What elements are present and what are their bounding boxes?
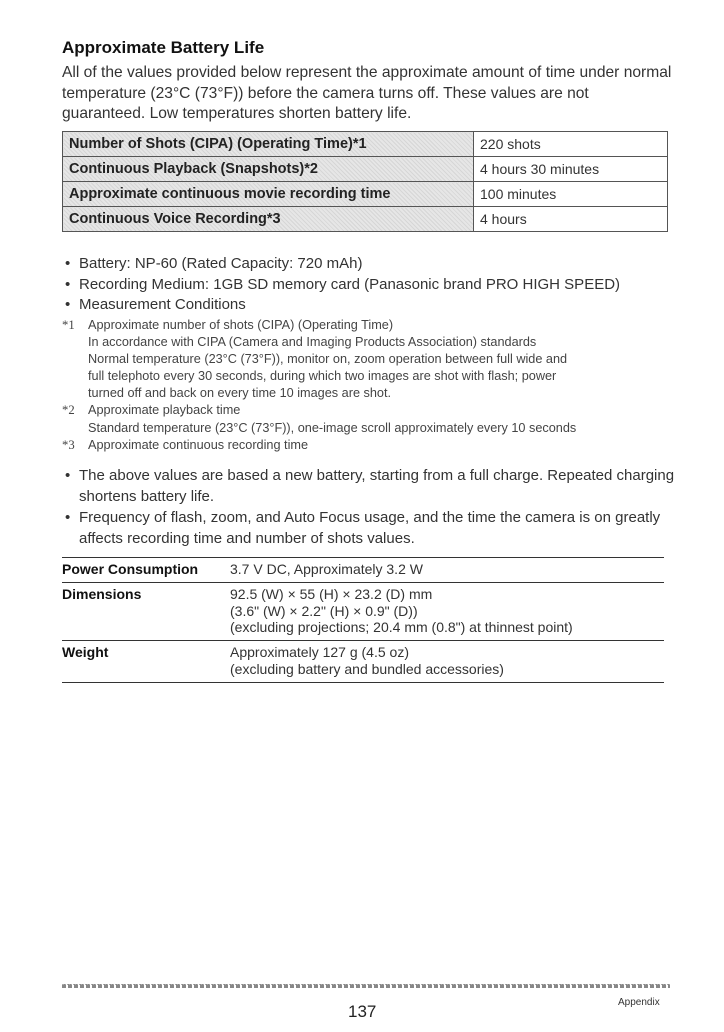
row-label: Continuous Voice Recording*3 <box>63 207 474 232</box>
footer-divider <box>62 984 670 988</box>
spec-line: (3.6" (W) × 2.2" (H) × 0.9" (D)) <box>230 602 418 619</box>
intro-paragraph: All of the values provided below represent the approximate amount of time under normal temperature (23°C (73°F)) before the camera turns off. These values are not guaranteed. Low temperatures shorten battery life. <box>62 64 672 122</box>
spec-line: Approximately 127 g (4.5 oz) <box>230 644 409 661</box>
row-value: 220 shots <box>474 132 668 157</box>
table-row <box>63 182 668 207</box>
footnote-mark: *2 <box>62 403 75 418</box>
section-heading: Approximate Battery Life <box>62 38 265 57</box>
list-item: • Frequency of flash, zoom, and Auto Focus usage, and the time the camera is on greatly affects recording time and number of shots values. <box>62 507 682 549</box>
section-label: Appendix <box>618 997 660 1008</box>
footnotes <box>62 317 682 454</box>
row-label: Number of Shots (CIPA) (Operating Time)*1 <box>63 132 474 157</box>
table-row <box>63 207 668 232</box>
row-label: Approximate continuous movie recording time <box>63 182 474 207</box>
spec-value <box>230 558 664 583</box>
footnote-body: In accordance with CIPA (Camera and Imaging Products Association) standards <box>88 335 537 350</box>
footnote-body: full telephoto every 30 seconds, during which two images are shot with flash; power <box>88 369 557 384</box>
spec-line: 92.5 (W) × 55 (H) × 23.2 (D) mm <box>230 585 433 602</box>
spec-line: (excluding projections; 20.4 mm (0.8") at thinnest point) <box>230 619 573 636</box>
spec-line: 3.7 V DC, Approximately 3.2 W <box>230 561 423 577</box>
table-row <box>62 641 664 683</box>
battery-life-table <box>62 131 668 232</box>
footnote-body: Standard temperature (23°C (73°F)), one-image scroll approximately every 10 seconds <box>88 420 577 435</box>
footnote-mark: *3 <box>62 437 75 452</box>
conditions-list <box>62 254 682 316</box>
row-value: 4 hours <box>474 207 668 232</box>
footnote-2 <box>62 402 682 419</box>
notes-list <box>62 465 682 549</box>
list-item: • The above values are based a new battery, starting from a full charge. Repeated charging shortens battery life. <box>62 465 682 507</box>
table-row <box>62 582 664 640</box>
list-item: • Battery: NP-60 (Rated Capacity: 720 mAh) <box>62 254 682 275</box>
footnote-title: Approximate continuous recording time <box>88 437 309 452</box>
row-value: 100 minutes <box>474 182 668 207</box>
footnote-mark: *1 <box>62 318 75 332</box>
table-row <box>63 132 668 157</box>
footnote-title: Approximate playback time <box>88 403 241 418</box>
footnote-body: turned off and back on every time 10 images are shot. <box>88 386 392 401</box>
spec-line: (excluding battery and bundled accessories) <box>230 660 504 677</box>
row-label: Continuous Playback (Snapshots)*2 <box>63 157 474 182</box>
table-row <box>62 558 664 583</box>
list-item: • Measurement Conditions <box>62 295 682 316</box>
spec-value <box>230 641 664 683</box>
page-number: 137 <box>348 1002 377 1021</box>
specs-table <box>62 557 664 683</box>
footnote-title: Approximate number of shots (CIPA) (Operating Time) <box>88 318 394 332</box>
row-value: 4 hours 30 minutes <box>474 157 668 182</box>
footnote-3 <box>62 437 682 454</box>
footnote-body: Normal temperature (23°C (73°F)), monitor on, zoom operation between full wide and <box>88 352 568 367</box>
list-item: • Recording Medium: 1GB SD memory card (Panasonic brand PRO HIGH SPEED) <box>62 275 682 296</box>
spec-key: Dimensions <box>62 582 230 640</box>
table-row <box>63 157 668 182</box>
spec-key: Weight <box>62 641 230 683</box>
spec-value <box>230 582 664 640</box>
footnote-1 <box>62 317 682 334</box>
spec-key: Power Consumption <box>62 561 199 577</box>
